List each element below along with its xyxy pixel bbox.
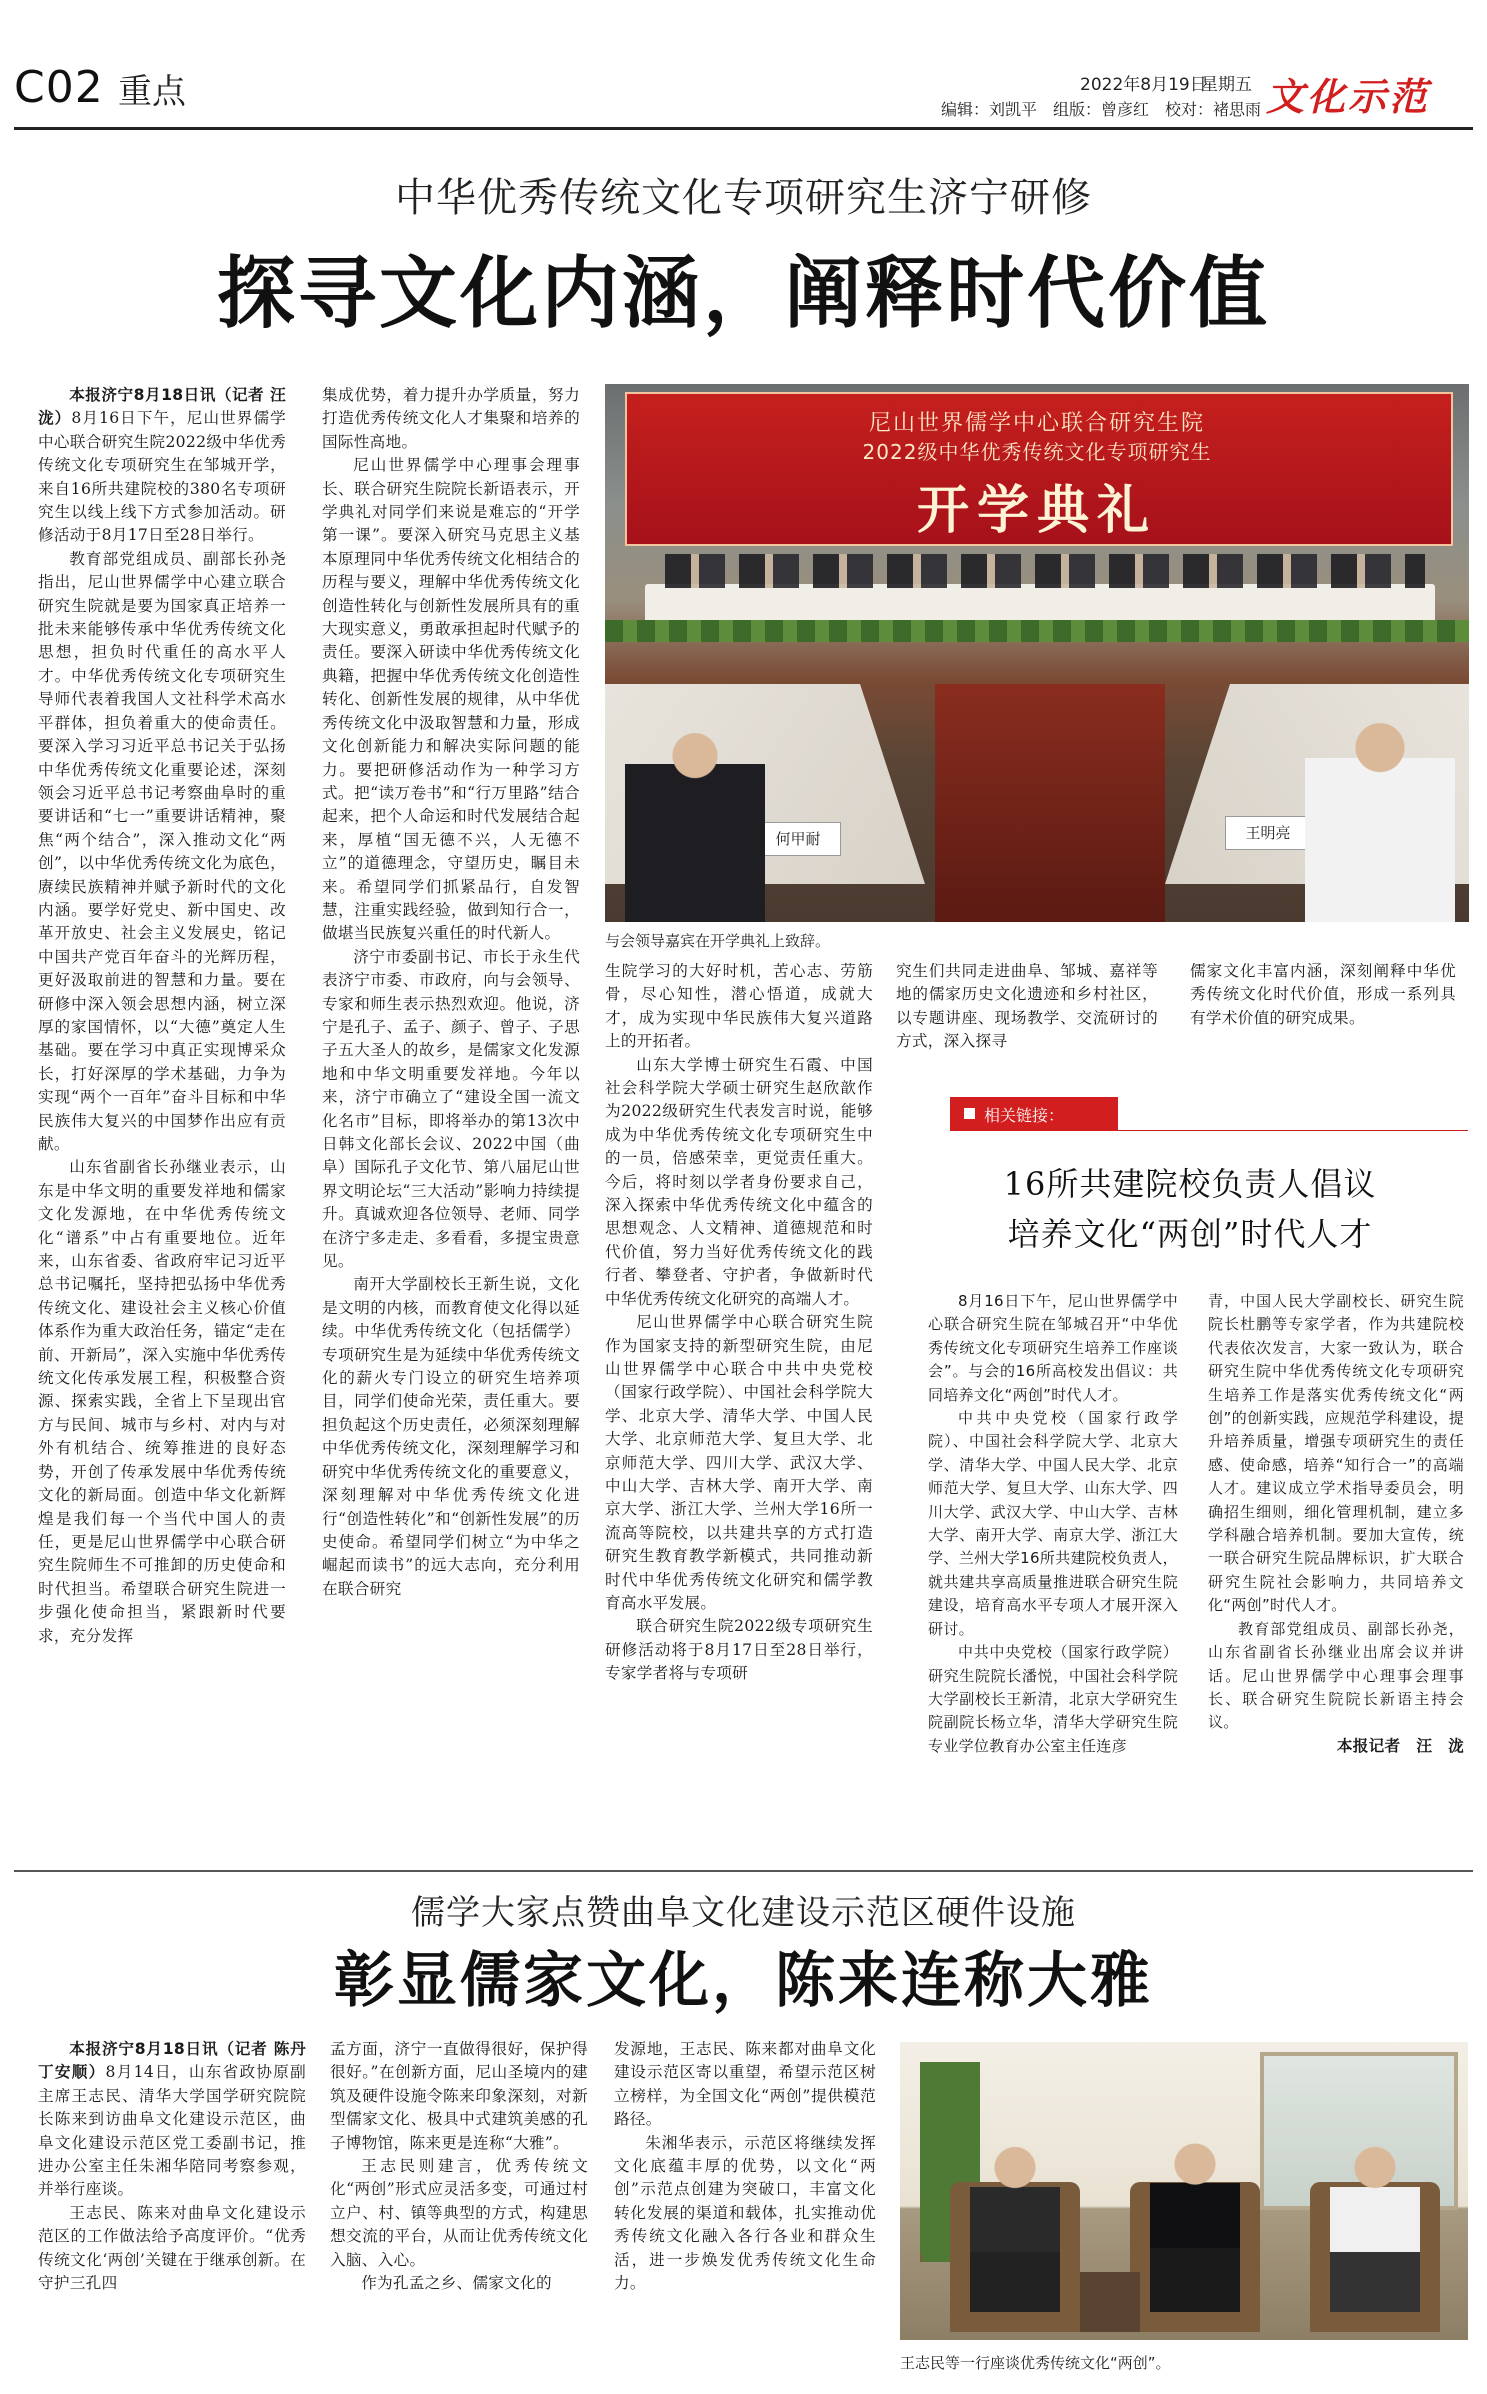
article1-column-5 — [1190, 960, 1456, 1030]
sidebar-tag-square — [964, 1108, 975, 1119]
paragraph: 集成优势，着力提升办学质量，努力打造优秀传统文化人才集聚和培养的国际性高地。 — [322, 386, 580, 451]
nameplate-right — [1225, 816, 1311, 850]
paragraph: 中共中央党校（国家行政学院）、中国社会科学院大学、北京大学、清华大学、中国人民大学、北京师范大学、复旦大学、山东大学、四川大学、武汉大学、中山大学、吉林大学、南开大学、南京大学、浙江大学、兰州大学16所共建院校负责人，就共建共享高质量推进联合研究生院建设，培育高水平专项人才展开深入研讨。 — [928, 1409, 1178, 1638]
paragraph: 孟方面，济宁一直做得很好，保护得很好。”在创新方面，尼山圣境内的建筑及硬件设施令陈来印象深刻，对新型儒家文化、极具中式建筑美感的孔子博物馆，陈来更是连称“大雅”。 — [330, 2040, 588, 2152]
nameplate-left-text: 何甲耐 — [775, 830, 821, 848]
page-code: C02 — [14, 62, 104, 113]
tea-table — [1080, 2272, 1140, 2332]
paragraph: 济宁市委副书记、市长于永生代表济宁市委、市政府，向与会领导、专家和师生表示热烈欢迎。他说，济宁是孔子、孟子、颜子、曾子、子思子五大圣人的故乡，是儒家文化发源地和中华文明重要发祥地。今年以来，济宁市确立了“建设全国一流文化名市”目标，即将举办的第13次中日韩文化部长会议、2022中国（曲阜）国际孔子文化节、第八届尼山世界文明论坛“三大活动”影响力持续提升。真诚欢迎各位领导、老师、同学在济宁多走走、多看看，多提宝贵意见。 — [322, 947, 580, 1271]
banner-line-3: 开学典礼 — [916, 480, 1157, 541]
sidebar-tag-label: 相关链接： — [984, 1106, 1065, 1125]
paragraph: 教育部党组成员、副部长孙尧指出，尼山世界儒学中心建立联合研究生院就是要为国家真正培养一批未来能够传承中华优秀传统文化思想，担负时代重任的高水平人才。中华优秀传统文化专项研究生导师代表着我国人文社科学术高水平群体，担负着重大的使命责任。要深入学习习近平总书记关于弘扬中华优秀传统文化重要论述，深刻领会习近平总书记考察曲阜时的重要讲话和“七一”重要讲话精神，聚焦“两个结合”，深入推动文化“两创”，以中华优秀传统文化为底色，赓续民族精神并赋予新时代的文化内涵。要学好党史、新中国史、改革开放史、社会主义发展史，铭记中国共产党百年奋斗的光辉历程，更好汲取前进的智慧和力量。要在研修中深入领会思想内涵，树立深厚的家国情怀，以“大德”奠定人生基础。要在学习中真正实现博采众长，打好深厚的学术基础，力争为实现“两个一百年”奋斗目标和中华民族伟大复兴的中国梦作出应有贡献。 — [38, 549, 286, 1153]
paragraph: 王志民则建言，优秀传统文化“两创”形式应灵活多变，可通过村立户、村、镇等典型的方式，构建思想交流的平台，从而让优秀传统文化入脑、入心。 — [330, 2157, 588, 2269]
dateline: 本报济宁8月18日讯（记者 汪泷） — [38, 386, 286, 428]
attendee-figure — [625, 714, 765, 922]
dateline: 本报济宁8月18日讯（记者 陈丹 丁安顺） — [38, 2040, 322, 2082]
paragraph: 生院学习的大好时机，苦心志、劳筋骨，尽心知性，潜心悟道，成就大才，成为实现中华民族伟大复兴道路上的开拓者。 — [605, 962, 873, 1051]
sidebar-tag — [950, 1097, 1118, 1131]
sidebar-byline: 本报记者 汪 泷 — [1336, 1736, 1464, 1755]
masthead-rule — [14, 127, 1473, 130]
paragraph: 青，中国人民大学副校长、研究生院院长杜鹏等专家学者，作为共建院校代表依次发言，大家一致认为，联合研究生院中华优秀传统文化专项研究生培养工作是落实优秀传统文化“两创”的创新实践，应规范学科建设，提升培养质量，增强专项研究生的责任感、使命感，培养“知行合一”的高端人才。建议成立学术指导委员会，明确招生细则，细化管理机制，建立多学科融合培养机制。要加大宣传，统一联合研究生院品牌标识，扩大联合研究生院社会影响力，共同培养文化“两创”时代人才。 — [1208, 1292, 1464, 1615]
article2-column-2 — [330, 2038, 588, 2295]
photo-caption: 王志民等一行座谈优秀传统文化“两创”。 — [900, 2354, 1171, 2372]
issue-weekday: 星期五 — [1201, 75, 1252, 95]
article2-kicker: 儒学大家点赞曲阜文化建设示范区硬件设施 — [411, 1893, 1076, 1933]
paragraph: 8月16日下午，尼山世界儒学中心联合研究生院在邹城召开“中华优秀传统文化专项研究生培养工作座谈会”。与会的16所高校发出倡议：共同培养文化“两创”时代人才。 — [928, 1292, 1178, 1404]
article1-column-3 — [605, 960, 873, 1686]
seated-guest — [970, 2142, 1060, 2312]
forum-photo — [900, 2042, 1468, 2340]
article1-kicker: 中华优秀传统文化专项研究生济宁研修 — [395, 175, 1092, 221]
paragraph: 山东大学博士研究生石霞、中国社会科学院大学硕士研究生赵欣歆作为2022级研究生代表发言时说，能够成为中华优秀传统文化专项研究生中的一员，倍感荣幸，更觉责任重大。今后，将时刻以学者身份要求自己，深入探索中华优秀传统文化中蕴含的思想观念、人文精神、道德规范和时代价值，努力当好优秀传统文化的践行者、攀登者、守护者，争做新时代中华优秀传统文化研究的高端人才。 — [605, 1055, 873, 1308]
paper-name-logo: 文化示范 — [1266, 74, 1431, 119]
sidebar-rule — [1118, 1130, 1468, 1131]
article2-headline: 彰显儒家文化，陈来连称大雅 — [334, 1946, 1153, 2016]
opening-ceremony-photo — [605, 384, 1469, 922]
paragraph: 南开大学副校长王新生说，文化是文明的内核，而教育使文化得以延续。中华优秀传统文化（包括儒学）专项研究生是为延续中华优秀传统文化的薪火专门设立的研究生培养项目，同学们使命光荣，责任重大。要担负起这个历史责任，必须深刻理解中华优秀传统文化，深刻理解学习和研究中华优秀传统文化的重要意义，深刻理解对中华优秀传统文化进行“创造性转化”和“创新性发展”的历史使命。希望同学们树立“为中华之崛起而读书”的远大志向，充分利用在联合研究 — [322, 1275, 580, 1598]
sidebar-title-1: 16所共建院校负责人倡议 — [1003, 1165, 1377, 1203]
paragraph: 儒家文化丰富内涵，深刻阐释中华优秀传统文化时代价值，形成一系列具有学术价值的研究成果。 — [1190, 962, 1456, 1027]
paragraph: 发源地，王志民、陈来都对曲阜文化建设示范区寄以重望，希望示范区树立榜样，为全国文化“两创”提供模范路径。 — [614, 2040, 876, 2129]
paragraph: 尼山世界儒学中心联合研究生院作为国家支持的新型研究生院，由尼山世界儒学中心联合中共中央党校（国家行政学院）、中国社会科学院大学、北京大学、清华大学、中国人民大学、北京师范大学、复旦大学、北京师范大学、四川大学、武汉大学、中山大学、吉林大学、南开大学、南京大学、浙江大学、兰州大学16所一流高等院校，以共建共享的方式打造研究生教育教学新模式，共同推动新时代中华优秀传统文化研究和儒学教育高水平发展。 — [605, 1313, 873, 1612]
potted-plant — [605, 620, 1469, 642]
paragraph: 8月14日，山东省政协原副主席王志民、清华大学国学研究院院长陈来到访曲阜文化建设示范区，曲阜文化建设示范区党工委副书记，推进办公室主任朱湘华陪同考察参观，并举行座谈。 — [38, 2063, 306, 2199]
issue-date: 2022年8月19日 — [1080, 75, 1207, 95]
banner-line-1: 尼山世界儒学中心联合研究生院 — [868, 411, 1205, 436]
article1-column-2 — [322, 384, 580, 1601]
article1-column-4 — [896, 960, 1158, 1054]
paragraph: 山东省副省长孙继业表示，山东是中华文明的重要发祥地和儒家文化发源地，在中华优秀传统文化“谱系”中占有重要地位。近年来，山东省委、省政府牢记习近平总书记嘱托，坚持把弘扬中华优秀传统文化、建设社会主义核心价值体系作为重大政治任务，锚定“走在前、开新局”，深入实施中华优秀传统文化传承发展工程，积极整合资源、探索实践，全省上下呈现出官方与民间、城市与乡村、对内与对外有机结合、统筹推进的良好态势，开创了传承发展中华优秀传统文化的新局面。创造中华文化新辉煌是我们每一个当代中国人的责任，更是尼山世界儒学中心联合研究生院师生不可推卸的历史使命和时代担当。希望联合研究生院进一步强化使命担当，紧跟新时代要求，充分发挥 — [38, 1158, 286, 1645]
article1-headline: 探寻文化内涵，阐释时代价值 — [216, 248, 1270, 339]
sidebar-column-b — [1208, 1290, 1464, 1758]
article2-column-1 — [38, 2038, 322, 2295]
paragraph: 王志民、陈来对曲阜文化建设示范区的工作做法给予高度评价。“优秀传统文化‘两创’关键在于继承创新。在守护三孔四 — [38, 2203, 306, 2293]
paragraph: 究生们共同走进曲阜、邹城、嘉祥等地的儒家历史文化遗迹和乡村社区，以专题讲座、现场教学、交流研讨的方式，深入探寻 — [896, 962, 1158, 1051]
section-title: 重点 — [118, 72, 186, 112]
red-carpet — [935, 684, 1165, 922]
paragraph: 中共中央党校（国家行政学院）研究生院院长潘悦，中国社会科学院大学副校长王新清，北京大学研究生院副院长杨立华，清华大学研究生院专业学位教育办公室主任连彦 — [928, 1643, 1178, 1755]
editor-credits: 编辑：刘凯平 组版：曾彦红 校对：褚思雨 — [941, 100, 1262, 119]
paragraph: 作为孔孟之乡、儒家文化的 — [361, 2274, 552, 2293]
article1-column-1 — [38, 384, 286, 1648]
nameplate-left — [755, 822, 841, 856]
seated-guest — [1150, 2138, 1240, 2312]
banner-line-2: 2022级中华优秀传统文化专项研究生 — [862, 440, 1212, 464]
head-table — [645, 584, 1435, 624]
article2-column-3 — [614, 2038, 876, 2295]
paragraph: 8月16日下午，尼山世界儒学中心联合研究生院2022级中华优秀传统文化专项研究生在邹城开学，来自16所共建院校的380名专项研究生以线上线下方式参加活动。研修活动于8月17日至28日举行。 — [38, 409, 286, 545]
paragraph: 教育部党组成员、副部长孙尧，山东省副省长孙继业出席会议并讲话。尼山世界儒学中心理事会理事长、联合研究生院院长新语主持会议。 — [1208, 1619, 1464, 1732]
seated-guest — [1330, 2142, 1420, 2312]
attendee-figure — [1305, 704, 1455, 922]
sidebar-title-2: 培养文化“两创”时代人才 — [1007, 1215, 1373, 1253]
paragraph: 尼山世界儒学中心理事会理事长、联合研究生院院长新语表示，开学典礼对同学们来说是难忘的“开学第一课”。要深入研究马克思主义基本原理同中华优秀传统文化相结合的历程与要义，理解中华优秀传统文化创造性转化与创新性发展所具有的重大现实意义，勇敢承担起时代赋予的责任。要深入研读中华优秀传统文化典籍，把握中华优秀传统文化创造性转化、创新性发展的规律，从中华优秀传统文化中汲取智慧和力量，形成文化创新能力和解决实际问题的能力。要把研修活动作为一种学习方式。把“读万卷书”和“行万里路”结合起来，把个人命运和时代发展结合起来，厚植“国无德不兴，人无德不立”的道德理念，守望历史，瞩目未来。希望同学们抓紧品行，自发智慧，注重实践经验，做到知行合一，做堪当民族复兴重任的时代新人。 — [322, 456, 580, 943]
photo-caption: 与会领导嘉宾在开学典礼上致辞。 — [605, 932, 831, 950]
paragraph: 联合研究生院2022级专项研究生研修活动将于8月17日至28日举行，专家学者将与专项研 — [605, 1617, 873, 1683]
sidebar-column-a — [928, 1290, 1178, 1758]
paragraph: 朱湘华表示，示范区将继续发挥文化底蕴丰厚的优势，以文化“两创”示范点创建为突破口，丰富文化转化发展的渠道和载体，扎实推动优秀传统文化融入各行各业和群众生活，进一步焕发优秀传统文化生命力。 — [614, 2133, 876, 2293]
nameplate-right-text: 王明亮 — [1245, 824, 1291, 842]
head-table-people — [665, 554, 1425, 588]
article-separator — [14, 1870, 1473, 1872]
